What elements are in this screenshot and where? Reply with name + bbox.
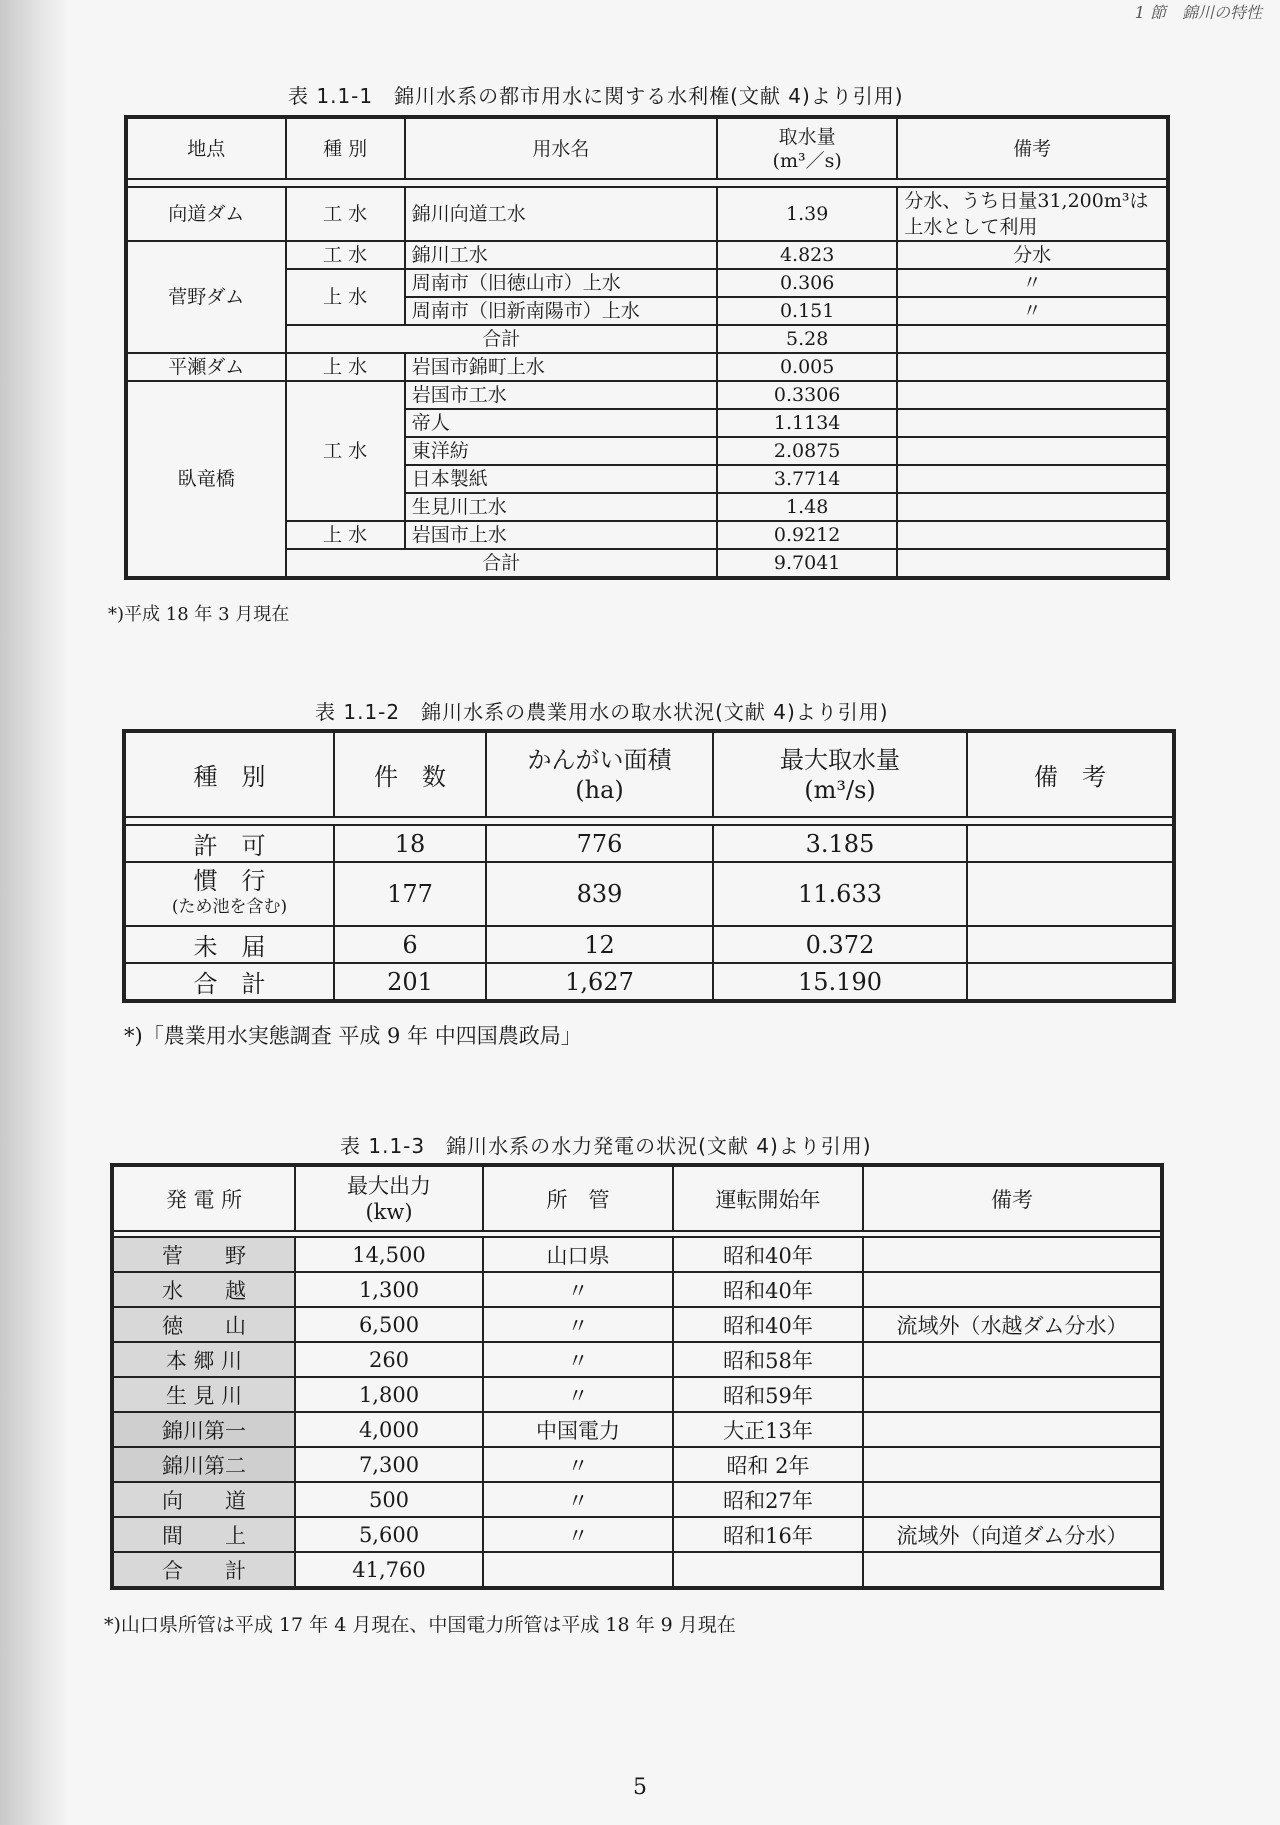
table-row <box>124 825 1174 862</box>
running-head: 1 節 錦川の特性 <box>1134 3 1262 22</box>
header-output-label: 最大出力 <box>347 1173 431 1198</box>
cell-name: 錦川工水 <box>405 241 717 269</box>
cell-name: 周南市（旧新南陽市）上水 <box>405 297 717 325</box>
cell-start: 昭和58年 <box>673 1342 863 1377</box>
header-count: 件 数 <box>334 731 486 817</box>
cell-output: 6,500 <box>295 1307 483 1342</box>
header-max <box>713 731 967 817</box>
cell-name: 錦川向道工水 <box>405 187 717 241</box>
table3-footnote: *)山口県所管は平成 17 年 4 月現在、中国電力所管は平成 18 年 9 月現在 <box>104 1614 736 1636</box>
cell-name: 東洋紡 <box>405 437 717 465</box>
cell-name: 帝人 <box>405 409 717 437</box>
page-number: 5 <box>633 1775 647 1800</box>
cell-type: 工 水 <box>286 241 405 269</box>
cell-amount: 0.9212 <box>717 521 897 549</box>
cell-type: 未 届 <box>124 926 334 963</box>
cell-manager: 中国電力 <box>483 1412 673 1447</box>
cell-note <box>863 1377 1162 1412</box>
cell-start: 昭和 2年 <box>673 1447 863 1482</box>
cell-amount: 0.306 <box>717 269 897 297</box>
table-row <box>126 381 1168 409</box>
table-row <box>112 1517 1162 1552</box>
cell-note: 流域外（向道ダム分水） <box>863 1517 1162 1552</box>
agricultural-water-table <box>122 729 1176 1003</box>
table1-footnote: *)平成 18 年 3 月現在 <box>108 604 290 625</box>
cell-manager: 〃 <box>483 1307 673 1342</box>
cell-manager: 〃 <box>483 1272 673 1307</box>
cell-type: 上 水 <box>286 353 405 381</box>
header-type: 種 別 <box>286 117 405 179</box>
cell-count: 201 <box>334 963 486 1001</box>
header-manager: 所 管 <box>483 1165 673 1231</box>
header-area <box>486 731 713 817</box>
header-max-unit: (m³/s) <box>804 775 876 804</box>
cell-name: 周南市（旧徳山市）上水 <box>405 269 717 297</box>
cell-max: 0.372 <box>713 926 967 963</box>
cell-type: 工 水 <box>286 187 405 241</box>
cell-note <box>863 1552 1162 1588</box>
cell-note <box>863 1342 1162 1377</box>
table-header-row <box>126 117 1168 179</box>
cell-area: 1,627 <box>486 963 713 1001</box>
cell-start: 昭和40年 <box>673 1307 863 1342</box>
table-row <box>112 1237 1162 1272</box>
header-name: 用水名 <box>405 117 717 179</box>
cell-type <box>124 862 334 926</box>
header-start: 運転開始年 <box>673 1165 863 1231</box>
cell-output: 500 <box>295 1482 483 1517</box>
header-output <box>295 1165 483 1231</box>
cell-manager: 〃 <box>483 1447 673 1482</box>
cell-station: 錦川第二 <box>112 1447 295 1482</box>
cell-amount: 1.39 <box>717 187 897 241</box>
cell-output: 260 <box>295 1342 483 1377</box>
cell-count: 18 <box>334 825 486 862</box>
cell-type: 上 水 <box>286 269 405 325</box>
cell-note <box>863 1237 1162 1272</box>
cell-manager: 〃 <box>483 1482 673 1517</box>
table-row <box>112 1307 1162 1342</box>
cell-max: 11.633 <box>713 862 967 926</box>
cell-note <box>863 1412 1162 1447</box>
cell-total-label: 合計 <box>286 549 717 578</box>
cell-amount: 4.823 <box>717 241 897 269</box>
cell-start: 大正13年 <box>673 1412 863 1447</box>
cell-type: 工 水 <box>286 381 405 521</box>
cell-point: 平瀬ダム <box>126 353 286 381</box>
water-rights-table <box>124 115 1170 580</box>
cell-name: 岩国市錦町上水 <box>405 353 717 381</box>
cell-start: 昭和27年 <box>673 1482 863 1517</box>
cell-amount: 0.151 <box>717 297 897 325</box>
header-type: 種 別 <box>124 731 334 817</box>
cell-station: 水 越 <box>112 1272 295 1307</box>
cell-type: 上 水 <box>286 521 405 549</box>
cell-output: 5,600 <box>295 1517 483 1552</box>
cell-max: 15.190 <box>713 963 967 1001</box>
table-row <box>124 926 1174 963</box>
table-row <box>126 241 1168 269</box>
table-row <box>112 1377 1162 1412</box>
cell-note: 〃 <box>897 269 1168 297</box>
table-row <box>112 1447 1162 1482</box>
cell-amount: 0.005 <box>717 353 897 381</box>
cell-note <box>863 1447 1162 1482</box>
cell-output: 1,800 <box>295 1377 483 1412</box>
header-amount-label: 取水量 <box>778 125 836 148</box>
header-note: 備 考 <box>967 731 1174 817</box>
total-row <box>112 1552 1162 1588</box>
cell-total-label: 合計 <box>286 325 717 353</box>
cell-station: 間 上 <box>112 1517 295 1552</box>
table-row <box>124 862 1174 926</box>
cell-output: 14,500 <box>295 1237 483 1272</box>
table-row <box>126 353 1168 381</box>
cell-start: 昭和16年 <box>673 1517 863 1552</box>
cell-count: 6 <box>334 926 486 963</box>
cell-count: 177 <box>334 862 486 926</box>
cell-output: 41,760 <box>295 1552 483 1588</box>
cell-name: 岩国市工水 <box>405 381 717 409</box>
cell-max: 3.185 <box>713 825 967 862</box>
cell-station: 徳 山 <box>112 1307 295 1342</box>
cell-start <box>673 1552 863 1588</box>
cell-note: 〃 <box>897 297 1168 325</box>
cell-station: 本 郷 川 <box>112 1342 295 1377</box>
cell-start: 昭和59年 <box>673 1377 863 1412</box>
header-note: 備考 <box>863 1165 1162 1231</box>
cell-amount: 3.7714 <box>717 465 897 493</box>
total-row <box>124 963 1174 1001</box>
cell-station: 菅 野 <box>112 1237 295 1272</box>
table-row <box>112 1412 1162 1447</box>
cell-manager <box>483 1552 673 1588</box>
table-header-row <box>124 731 1174 817</box>
header-area-label: かんがい面積 <box>527 745 672 774</box>
cell-total: 9.7041 <box>717 549 897 578</box>
cell-start: 昭和40年 <box>673 1237 863 1272</box>
cell-area: 776 <box>486 825 713 862</box>
table-row <box>126 187 1168 241</box>
cell-note: 流域外（水越ダム分水） <box>863 1307 1162 1342</box>
cell-station: 錦川第一 <box>112 1412 295 1447</box>
table-row <box>112 1272 1162 1307</box>
cell-type-label: 慣 行 <box>193 867 266 895</box>
cell-amount: 1.1134 <box>717 409 897 437</box>
cell-point: 向道ダム <box>126 187 286 241</box>
cell-point: 臥竜橋 <box>126 381 286 578</box>
cell-manager: 〃 <box>483 1342 673 1377</box>
cell-total: 5.28 <box>717 325 897 353</box>
header-area-unit: (ha) <box>575 775 624 804</box>
cell-name: 日本製紙 <box>405 465 717 493</box>
cell-manager: 〃 <box>483 1377 673 1412</box>
cell-area: 839 <box>486 862 713 926</box>
header-output-unit: (kw) <box>365 1199 413 1224</box>
cell-amount: 0.3306 <box>717 381 897 409</box>
hydropower-table <box>110 1163 1164 1590</box>
cell-amount: 2.0875 <box>717 437 897 465</box>
cell-note <box>863 1482 1162 1517</box>
cell-station: 合 計 <box>112 1552 295 1588</box>
cell-manager: 山口県 <box>483 1237 673 1272</box>
cell-type-sub: (ため池を含む) <box>171 897 288 917</box>
header-max-label: 最大取水量 <box>780 745 900 774</box>
cell-type: 許 可 <box>124 825 334 862</box>
book-spine-shadow <box>0 0 70 1825</box>
header-amount-unit: (m³／s) <box>772 149 842 172</box>
header-note: 備考 <box>897 117 1168 179</box>
cell-station: 生 見 川 <box>112 1377 295 1412</box>
cell-note <box>863 1272 1162 1307</box>
table2-footnote: *)「農業用水実態調査 平成 9 年 中四国農政局」 <box>124 1024 582 1048</box>
header-point: 地点 <box>126 117 286 179</box>
table-row <box>112 1342 1162 1377</box>
cell-note: 分水、うち日量31,200m³は上水として利用 <box>897 187 1168 241</box>
table3-caption: 表 1.1-3 錦川水系の水力発電の状況(文献 4)より引用) <box>340 1134 872 1158</box>
cell-point: 菅野ダム <box>126 241 286 353</box>
table-row <box>112 1482 1162 1517</box>
table-header-row <box>112 1165 1162 1231</box>
header-amount <box>717 117 897 179</box>
cell-area: 12 <box>486 926 713 963</box>
cell-output: 1,300 <box>295 1272 483 1307</box>
table1-caption: 表 1.1-1 錦川水系の都市用水に関する水利権(文献 4)より引用) <box>288 84 904 108</box>
cell-output: 7,300 <box>295 1447 483 1482</box>
cell-station: 向 道 <box>112 1482 295 1517</box>
cell-note: 分水 <box>897 241 1168 269</box>
table2-caption: 表 1.1-2 錦川水系の農業用水の取水状況(文献 4)より引用) <box>315 700 889 724</box>
cell-start: 昭和40年 <box>673 1272 863 1307</box>
cell-name: 生見川工水 <box>405 493 717 521</box>
header-station: 発 電 所 <box>112 1165 295 1231</box>
cell-name: 岩国市上水 <box>405 521 717 549</box>
cell-amount: 1.48 <box>717 493 897 521</box>
cell-output: 4,000 <box>295 1412 483 1447</box>
cell-manager: 〃 <box>483 1517 673 1552</box>
cell-type: 合 計 <box>124 963 334 1001</box>
